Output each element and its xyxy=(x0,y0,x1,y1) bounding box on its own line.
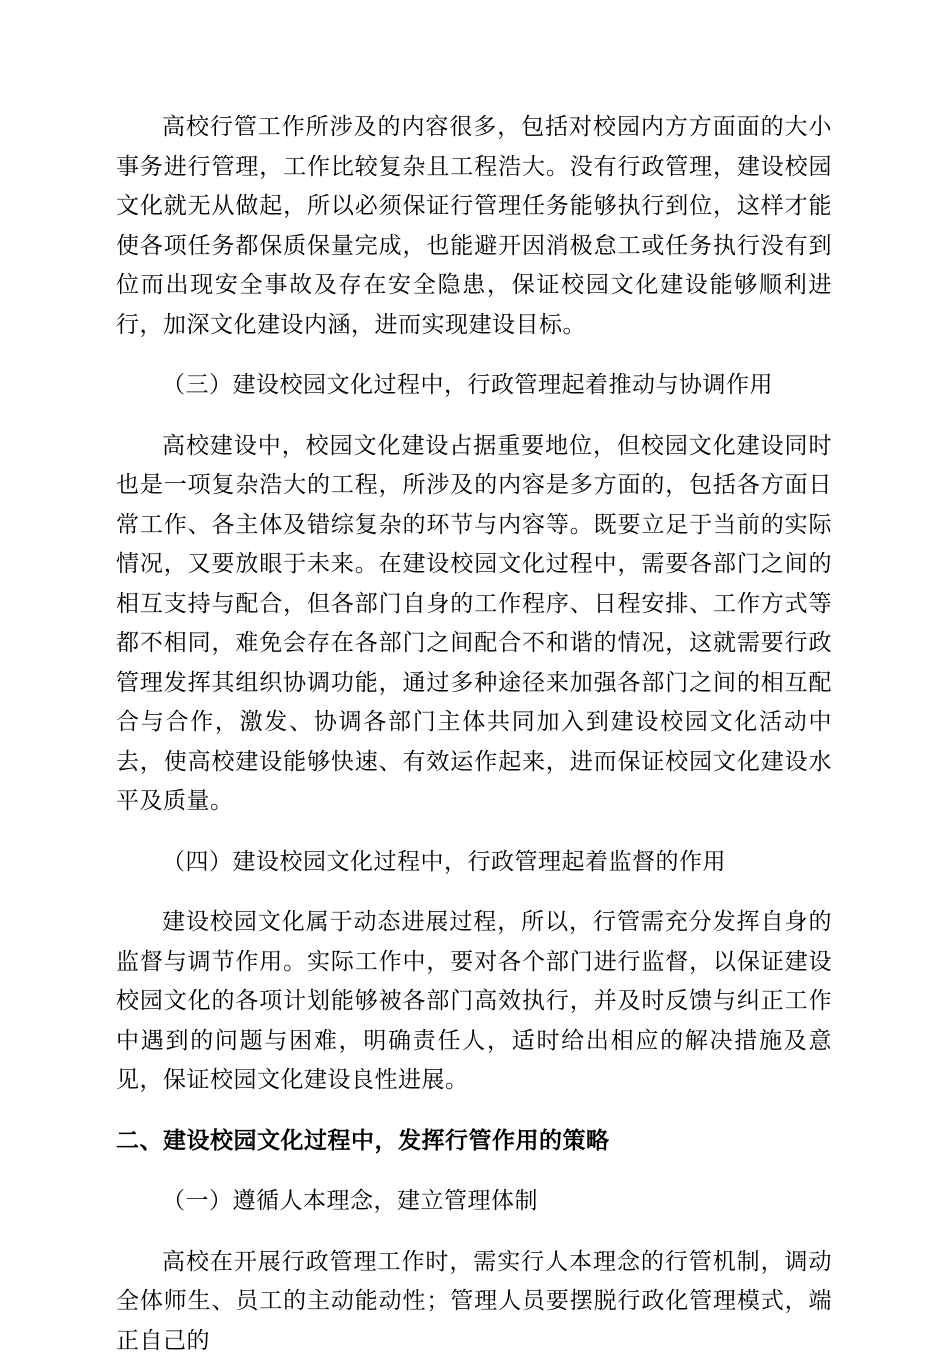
subheading-people-oriented: （一）遵循人本理念，建立管理体制 xyxy=(116,1182,832,1222)
paragraph-people-oriented: 高校在开展行政管理工作时，需实行人本理念的行管机制，调动全体师生、员工的主动能动性；管理人员要摆脱行政化管理模式，端正自己的 xyxy=(116,1243,832,1361)
paragraph-supervision: 建设校园文化属于动态进展过程，所以，行管需充分发挥自身的监督与调节作用。实际工作中，要对各个部门进行监督，以保证建设校园文化的各项计划能够被各部门高效执行，并及时反馈与纠正工作中遇到的问题与困难，明确责任人，适时给出相应的解决措施及意见，保证校园文化建设良性进展。 xyxy=(116,903,832,1101)
subheading-supervision: （四）建设校园文化过程中，行政管理起着监督的作用 xyxy=(116,843,832,883)
subheading-promotion-coordination: （三）建设校园文化过程中，行政管理起着推动与协调作用 xyxy=(116,366,832,406)
paragraph-coordination: 高校建设中，校园文化建设占据重要地位，但校园文化建设同时也是一项复杂浩大的工程，所涉及的内容是多方面的，包括各方面日常工作、各主体及错综复杂的环节与内容等。既要立足于当前的实际情况，又要放眼于未来。在建设校园文化过程中，需要各部门之间的相互支持与配合，但各部门自身的工作程序、日程安排、工作方式等都不相同，难免会存在各部门之间配合不和谐的情况，这就需要行政管理发挥其组织协调功能，通过多种途径来加强各部门之间的相互配合与合作，激发、协调各部门主体共同加入到建设校园文化活动中去，使高校建设能够快速、有效运作起来，进而保证校园文化建设水平及质量。 xyxy=(116,427,832,822)
section-heading-strategies: 二、建设校园文化过程中，发挥行管作用的策略 xyxy=(116,1122,832,1162)
paragraph-admin-scope: 高校行管工作所涉及的内容很多，包括对校园内方方面面的大小事务进行管理，工作比较复杂且工程浩大。没有行政管理，建设校园文化就无从做起，所以必须保证行管理任务能够执行到位，这样才能使各项任务都保质保量完成，也能避开因消极怠工或任务执行没有到位而出现安全事故及存在安全隐患，保证校园文化建设能够顺利进行，加深文化建设内涵，进而实现建设目标。 xyxy=(116,108,832,345)
document-body xyxy=(116,108,832,1361)
